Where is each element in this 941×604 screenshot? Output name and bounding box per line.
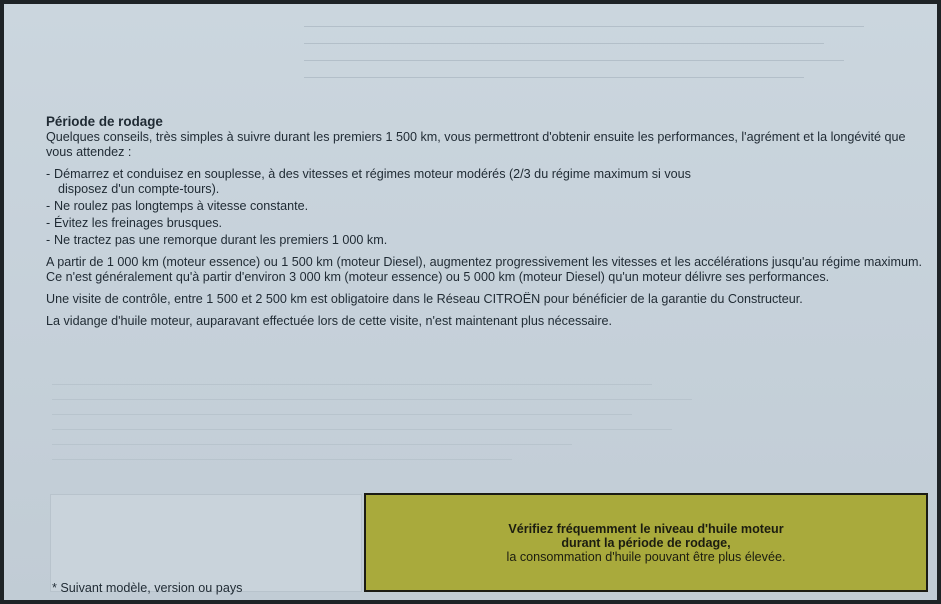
footnote: * Suivant modèle, version ou pays [52, 581, 243, 595]
list-item [46, 199, 930, 214]
tip-text: Évitez les freinages brusques. [54, 216, 223, 230]
tip-text-continued: disposez d'un compte-tours). [58, 182, 220, 196]
rodage-section [46, 114, 930, 336]
list-item [46, 233, 930, 248]
show-through-text-top [304, 12, 904, 102]
tip-text: Démarrez et conduisez en souplesse, à des vitesses et régimes moteur modérés (2/3 du régime maximum si vous [54, 167, 691, 181]
dash-bullet: - [46, 233, 51, 247]
visit-paragraph: Une visite de contrôle, entre 1 500 et 2 500 km est obligatoire dans le Réseau CITROËN pour bénéficier de la garantie du Constructeur. [46, 292, 803, 306]
oil-paragraph: La vidange d'huile moteur, auparavant effectuée lors de cette visite, n'est maintenant plus nécessaire. [46, 314, 613, 328]
manual-page [4, 4, 937, 600]
list-item [46, 167, 930, 197]
tip-text: Ne roulez pas longtemps à vitesse constante. [54, 199, 309, 213]
list-item [46, 216, 930, 231]
oil-warning-box [364, 493, 928, 592]
speed-paragraph: A partir de 1 000 km (moteur essence) ou 1 500 km (moteur Diesel), augmentez progressivement les vitesses et les accélérations jusqu'au régime maximum. Ce n'est généralement qu'à partir d'environ 3 000 km (moteur essence) ou 5 000 km (moteur Diesel) qu'un moteur délivre ses performances. [46, 255, 922, 284]
dash-bullet: - [46, 216, 51, 230]
blank-panel [50, 494, 362, 592]
warning-line-1: Vérifiez fréquemment le niveau d'huile moteur [508, 522, 784, 536]
tips-list [46, 167, 930, 248]
dash-bullet: - [46, 167, 51, 181]
section-title: Période de rodage [46, 114, 163, 129]
dash-bullet: - [46, 199, 51, 213]
warning-line-3: la consommation d'huile pouvant être plus élevée. [506, 550, 786, 564]
tip-text: Ne tractez pas une remorque durant les premiers 1 000 km. [54, 233, 388, 247]
intro-paragraph: Quelques conseils, très simples à suivre durant les premiers 1 500 km, vous permettront d'obtenir ensuite les performances, l'agrément et la longévité que vous attendez : [46, 130, 906, 159]
warning-line-2: durant la période de rodage, [561, 536, 731, 550]
show-through-text-middle [52, 372, 712, 482]
